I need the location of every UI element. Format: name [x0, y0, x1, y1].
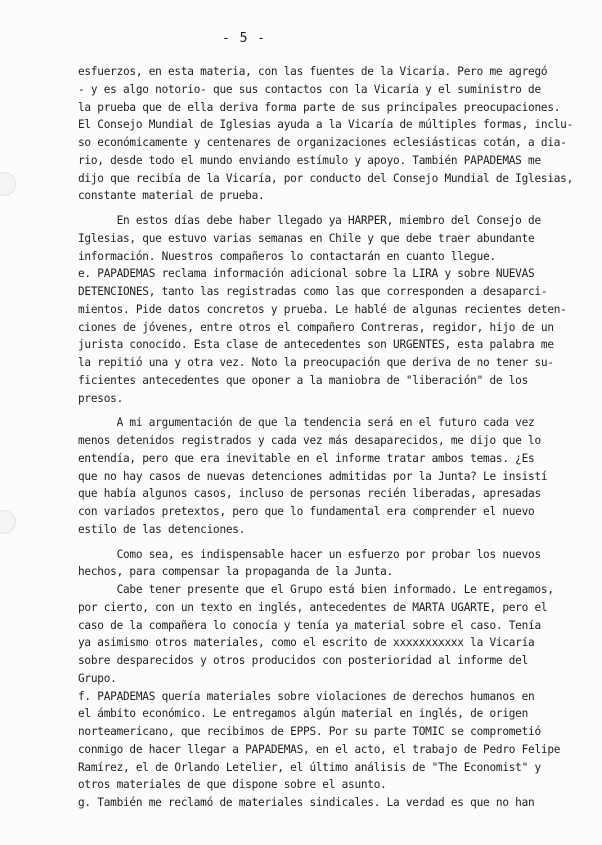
text-line: ciones de jóvenes, entre otros el compañero Contreras, regidor, hijo de un: [78, 320, 554, 334]
text-line: Iglesias, que estuvo varias semanas en Chile y que debe traer abundante: [78, 231, 535, 245]
text-line: caso de la compañera lo conocía y tenía ya material sobre el caso. Tenía: [78, 618, 541, 632]
text-line: que no hay casos de nuevas detenciones admitidas por la Junta? Le insistí: [78, 469, 548, 483]
text-line: constante material de prueba.: [78, 189, 265, 203]
text-line: conmigo de hacer llegar a PAPADEMAS, en el acto, el trabajo de Pedro Felipe: [78, 742, 561, 756]
text-line: hechos, para compensar la propaganda de la Junta.: [78, 565, 394, 579]
text-line: con variados pretextos, pero que lo fundamental era comprender el nuevo: [78, 505, 535, 518]
text-line: otros materiales de que dispone sobre el asunto.: [78, 778, 387, 792]
text-line: DETENCIONES, tanto las registradas como las que corresponden a desaparci-: [78, 285, 548, 298]
text-line: En estos días debe haber llegado ya HARPER, miembro del Consejo de: [78, 214, 541, 227]
text-line: menos detenidos registrados y cada vez más desaparecidos, me dijo que lo: [78, 434, 541, 447]
text-line: f. PAPADEMAS quería materiales sobre violaciones de derechos humanos en: [78, 689, 535, 703]
body-text: [78, 63, 578, 812]
text-line: - y es algo notorio- que sus contactos con la Vicaría y el suministro de: [78, 82, 541, 96]
text-line: esfuerzos, en esta materia, con las fuentes de la Vicaría. Pero me agregó: [78, 65, 548, 78]
text-line: g. También me reclamó de materiales sindicales. La verdad es que no han: [78, 796, 535, 809]
text-line: Como sea, es indispensable hacer un esfuerzo por probar los nuevos: [78, 547, 541, 561]
text-line: la prueba que de ella deriva forma parte de sus principales preocupaciones.: [78, 100, 561, 114]
text-line: la repitió una y otra vez. Noto la preocupación que deriva de no tener su-: [78, 356, 554, 369]
paragraph-gap: [78, 205, 578, 212]
punch-hole: [0, 510, 16, 534]
page-number: - 5 -: [222, 31, 267, 46]
text-line: información. Nuestros compañeros lo contactarán en cuanto llegue.: [78, 249, 496, 263]
text-line: estilo de las detenciones.: [78, 522, 246, 536]
text-line: sobre desparecidos y otros producidos con posterioridad al informe del: [78, 654, 529, 667]
text-line: El Consejo Mundial de Iglesias ayuda a la Vicaría de múltiples formas, inclu-: [78, 118, 574, 132]
text-line: que había algunos casos, incluso de personas recién liberadas, apresadas: [78, 487, 541, 501]
text-line: por cierto, con un texto en inglés, antecedentes de MARTA UGARTE, pero el: [78, 600, 548, 614]
text-line: so económicamente y centenares de organizaciones eclesiásticas cotán, a dia-: [78, 136, 567, 149]
text-line: Cabe tener presente que el Grupo está bien informado. Le entregamos,: [78, 583, 554, 596]
text-line: e. PAPADEMAS reclama información adicional sobre la LIRA y sobre NUEVAS: [78, 267, 535, 281]
text-line: rio, desde todo el mundo enviando estímulo y apoyo. También PAPADEMAS me: [78, 153, 541, 167]
text-line: jurista conocido. Esta clase de antecedentes son URGENTES, esta palabra me: [78, 338, 554, 352]
paragraph-gap: [78, 539, 578, 546]
paragraph-gap: [78, 407, 578, 414]
text-line: ficientes antecedentes que oponer a la maniobra de "liberación" de los: [78, 373, 529, 387]
text-line: entendía, pero que era inevitable en el informe tratar ambos temas. ¿Es: [78, 451, 535, 465]
text-line: Grupo.: [78, 671, 117, 685]
text-line: norteamericano, que recibimos de EPPS. Por su parte TOMIC se comprometió: [78, 725, 541, 738]
text-line: A mi argumentación de que la tendencia será en el futuro cada vez: [78, 416, 535, 430]
text-line: dijo que recibía de la Vicaría, por conducto del Consejo Mundial de Iglesias,: [78, 171, 574, 185]
punch-hole: [0, 172, 16, 196]
text-line: ya asimismo otros materiales, como el escrito de xxxxxxxxxxx la Vicaría: [78, 636, 535, 650]
text-line: presos.: [78, 391, 124, 405]
text-line: Ramírez, el de Orlando Letelier, el último análisis de "The Economist" y: [78, 760, 541, 774]
text-line: el ámbito económico. Le entregamos algún material en inglés, de origen: [78, 707, 529, 721]
text-line: mientos. Pide datos concretos y prueba. Le hablé de algunas recientes deten-: [78, 302, 567, 316]
